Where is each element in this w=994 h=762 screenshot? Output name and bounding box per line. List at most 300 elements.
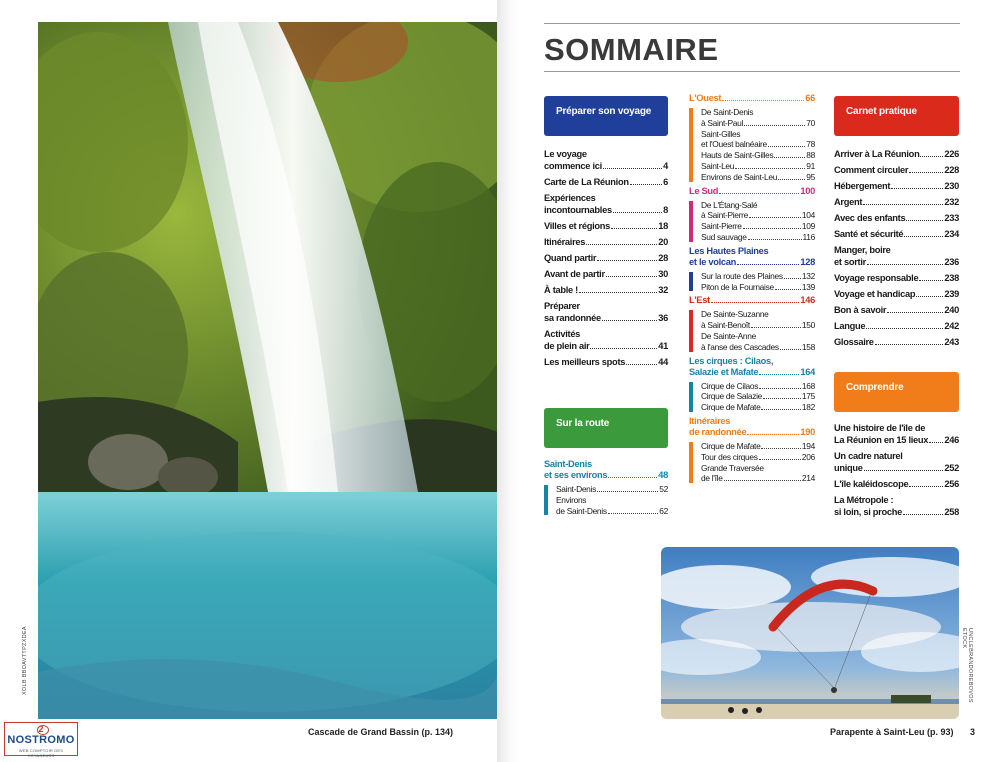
toc-entry-page: 232 [944, 197, 959, 207]
sub-entry[interactable] [701, 381, 815, 392]
sub-entry[interactable] [701, 282, 815, 293]
region-title: et le volcan [689, 256, 737, 267]
toc-entry-title: commence ici [544, 161, 602, 171]
route-list [544, 459, 668, 519]
sub-title: Saint-Denis [556, 484, 596, 494]
toc-entry-title: Les meilleurs spots [544, 357, 626, 367]
leader-dots [743, 228, 801, 229]
toc-entry-row [834, 288, 959, 300]
toc-entry-page: 226 [944, 149, 959, 159]
sub-row [701, 150, 815, 161]
section-preparer [544, 96, 668, 136]
color-bar [689, 201, 693, 242]
toc-entry-row [834, 228, 959, 240]
sub-line1: Environs [556, 494, 587, 505]
title-rule [544, 71, 960, 72]
region-row [689, 367, 815, 378]
sub-entry[interactable] [701, 129, 815, 151]
toc-entry-page: 41 [658, 341, 668, 351]
sub-page: 182 [801, 402, 815, 413]
leader-dots [919, 280, 943, 281]
color-bar [689, 272, 693, 292]
leader-dots [586, 244, 657, 245]
toc-entry-row [834, 336, 959, 348]
toc-entry-line1: Expériences [544, 193, 596, 203]
sub-entry[interactable] [556, 484, 668, 495]
toc-entry-row [544, 356, 668, 368]
sub-page: 206 [801, 451, 815, 462]
toc-entry[interactable] [834, 212, 959, 224]
leader-dots [903, 514, 943, 515]
color-bar [544, 485, 548, 515]
toc-entry[interactable] [544, 176, 668, 188]
toc-entry-page: 236 [944, 257, 959, 267]
region-row [689, 93, 815, 104]
sub-title: Tour des cirques [701, 451, 758, 462]
sub-row [701, 441, 815, 452]
paragliding-photo [661, 547, 959, 719]
toc-entry[interactable] [544, 284, 668, 296]
region-row [689, 257, 815, 268]
sub-row [701, 342, 815, 353]
toc-entry-page: 18 [658, 221, 668, 231]
toc-entry[interactable] [834, 180, 959, 192]
sub-page: 91 [806, 160, 815, 171]
toc-entry[interactable] [834, 336, 959, 348]
leader-dots [891, 188, 943, 189]
sub-line1: Grande Traversée [701, 462, 764, 473]
region-ouest[interactable] [689, 93, 815, 104]
sub-block [689, 271, 815, 293]
sub-page: 158 [801, 341, 815, 352]
leader-dots [906, 220, 943, 221]
toc-entry[interactable] [544, 220, 668, 232]
sub-page: 62 [659, 505, 668, 516]
section-preparer-label: Préparer son voyage [556, 106, 652, 117]
sub-title: Cirque de Mafate [701, 402, 761, 413]
sub-title: de Saint-Denis [556, 505, 607, 516]
sub-page: 104 [801, 210, 815, 221]
toc-entry[interactable] [834, 494, 959, 518]
leader-dots [735, 168, 805, 169]
region-itineraires[interactable] [689, 416, 815, 438]
region-sud[interactable] [689, 186, 815, 197]
leader-dots [761, 409, 800, 410]
leader-dots [579, 292, 657, 293]
toc-entry-page: 8 [663, 205, 668, 215]
toc-entry-title: si loin, si proche [834, 507, 902, 517]
toc-entry-page: 20 [658, 237, 668, 247]
sub-entry[interactable] [701, 452, 815, 463]
comprendre-list [834, 422, 959, 522]
sub-row [701, 402, 815, 413]
section-carnet-label: Carnet pratique [846, 106, 917, 117]
sub-page: 132 [801, 270, 815, 281]
logo-brand: NOSTROMO [7, 734, 75, 746]
toc-entry-row [834, 148, 959, 160]
sub-entry[interactable] [701, 107, 815, 129]
toc-entry-title: Carte de La Réunion [544, 177, 629, 187]
toc-entry-row [544, 236, 668, 248]
leader-dots [916, 296, 943, 297]
leader-dots [630, 184, 662, 185]
toc-entry-page: 252 [944, 463, 959, 473]
sub-entry[interactable] [701, 391, 815, 402]
region-line1: Itinéraires [689, 415, 731, 426]
toc-entry[interactable] [544, 268, 668, 280]
toc-entry[interactable] [544, 192, 668, 216]
page-number: 3 [970, 727, 976, 737]
leader-dots [748, 239, 802, 240]
toc-entry[interactable] [544, 148, 668, 172]
toc-entry-title: La Réunion en 15 lieux [834, 435, 929, 445]
nostromo-logo[interactable] [4, 722, 78, 756]
sub-title: Cirque de Salazie [701, 391, 763, 402]
leader-dots [602, 320, 657, 321]
toc-entry[interactable] [834, 304, 959, 316]
sub-page: 109 [801, 221, 815, 232]
leader-dots [606, 276, 657, 277]
sub-line1: De Saint-Denis [701, 107, 754, 117]
leader-dots [597, 260, 657, 261]
leader-dots [909, 172, 943, 173]
section-comprendre-label: Comprendre [846, 382, 904, 393]
toc-entry-title: unique [834, 463, 863, 473]
toc-entry[interactable] [834, 288, 959, 300]
sub-title: à Saint-Pierre [701, 210, 749, 221]
region-est[interactable] [689, 295, 815, 306]
toc-entry[interactable] [834, 244, 959, 268]
sub-title: à l'anse des Cascades [701, 341, 779, 352]
leader-dots [920, 156, 943, 157]
toc-entry-row [544, 340, 668, 352]
sub-block [689, 107, 815, 183]
category-saint-denis[interactable] [544, 459, 668, 481]
leader-dots [867, 264, 943, 265]
sub-entry[interactable] [701, 200, 815, 222]
leader-dots [759, 374, 799, 375]
sub-entry[interactable] [701, 402, 815, 413]
leader-dots [909, 486, 943, 487]
sub-entry[interactable] [701, 331, 815, 353]
sub-page: 168 [801, 380, 815, 391]
toc-entry-title: Argent [834, 197, 863, 207]
toc-entry-line1: Le voyage [544, 149, 587, 159]
toc-entry-row [544, 268, 668, 280]
toc-entry[interactable] [834, 422, 959, 446]
regions-list [689, 93, 815, 487]
sub-title: Hauts de Saint-Gilles [701, 150, 774, 161]
leader-dots [603, 168, 662, 169]
toc-entry-title: Langue [834, 321, 866, 331]
toc-entry-title: À table ! [544, 285, 578, 295]
toc-entry-title: Glossaire [834, 337, 874, 347]
toc-entry-page: 239 [944, 289, 959, 299]
toc-entry-row [544, 204, 668, 216]
region-row [689, 427, 815, 438]
leader-dots [613, 212, 662, 213]
toc-entry-title: Arriver à La Réunion [834, 149, 920, 159]
sub-block [689, 441, 815, 484]
sub-row [701, 452, 815, 463]
color-bar [689, 108, 693, 182]
toc-entry-row [544, 160, 668, 172]
leader-dots [768, 146, 805, 147]
toc-entry[interactable] [834, 478, 959, 490]
sub-entry[interactable] [556, 495, 668, 517]
toc-entry-title: incontournables [544, 205, 612, 215]
region-title: Salazie et Mafate [689, 366, 759, 377]
sub-row [701, 172, 815, 183]
toc-entry-page: 234 [944, 229, 959, 239]
toc-entry-line1: Manger, boire [834, 245, 891, 255]
leader-dots [780, 349, 801, 350]
photo-credit: XOLB BBOAVTTPZXDEA [22, 626, 28, 695]
toc-entry-title: Bon à savoir [834, 305, 887, 315]
toc-entry-title: Voyage responsable [834, 273, 919, 283]
sub-row [556, 484, 668, 495]
sub-page: 78 [806, 139, 815, 150]
sub-block [689, 381, 815, 413]
toc-entry-title: Comment circuler [834, 165, 909, 175]
sub-block [544, 484, 668, 516]
region-page: 146 [800, 295, 815, 306]
sub-entry[interactable] [701, 221, 815, 232]
leader-dots [864, 470, 944, 471]
toc-entry-line1: La Métropole : [834, 495, 894, 505]
sub-row [701, 161, 815, 172]
toc-entry-page: 6 [663, 177, 668, 187]
sub-title: Sur la route des Plaines [701, 270, 783, 281]
toc-entry-title: Voyage et handicap [834, 289, 916, 299]
toc-entry-page: 230 [944, 181, 959, 191]
toc-entry-page: 30 [658, 269, 668, 279]
leader-dots [611, 228, 657, 229]
sub-line1: De L'Étang-Salé [701, 199, 758, 210]
sub-title: Environs de Saint-Leu [701, 171, 778, 182]
region-hautes[interactable] [689, 246, 815, 268]
sub-entry[interactable] [701, 463, 815, 485]
leader-dots [863, 204, 943, 205]
page-title: SOMMAIRE [544, 32, 719, 67]
region-title: de randonnée [689, 426, 747, 437]
toc-entry-line1: Une histoire de l'île de [834, 423, 926, 433]
toc-entry[interactable] [834, 320, 959, 332]
toc-entry-row [834, 434, 959, 446]
leader-dots [737, 264, 799, 265]
leader-dots [751, 327, 801, 328]
sub-entry[interactable] [701, 150, 815, 161]
sub-row [701, 210, 815, 221]
sub-line1: Saint-Gilles [701, 128, 741, 139]
section-route [544, 408, 668, 448]
toc-entry-page: 242 [944, 321, 959, 331]
toc-entry-row [544, 252, 668, 264]
sub-page: 88 [806, 150, 815, 161]
toc-entry-row [834, 256, 959, 268]
region-page: 190 [800, 426, 815, 437]
toc-entry-page: 36 [658, 313, 668, 323]
toc-entry[interactable] [834, 164, 959, 176]
leader-dots [626, 364, 657, 365]
sub-title: Cirque de Cilaos [701, 380, 759, 391]
region-title: L'Est [689, 295, 710, 306]
toc-entry-row [834, 462, 959, 474]
sub-title: Saint-Leu [701, 160, 735, 171]
toc-entry-row [834, 478, 959, 490]
sub-line1: De Sainte-Suzanne [701, 309, 769, 320]
sub-page: 116 [802, 231, 815, 242]
leader-dots [887, 312, 943, 313]
sub-entry[interactable] [701, 271, 815, 282]
sub-row [701, 391, 815, 402]
sub-title: Piton de la Fournaise [701, 281, 774, 292]
sub-row [701, 381, 815, 392]
leader-dots [784, 278, 801, 279]
toc-entry-page: 246 [944, 435, 959, 445]
toc-entry-page: 256 [944, 479, 959, 489]
sub-entry[interactable] [701, 309, 815, 331]
sub-block [689, 309, 815, 352]
leader-dots [875, 344, 944, 345]
leader-dots [775, 289, 801, 290]
sub-page: 175 [801, 391, 815, 402]
leader-dots [759, 388, 801, 389]
toc-entry[interactable] [544, 236, 668, 248]
toc-entry-row [834, 320, 959, 332]
toc-entry-line1: Activités [544, 329, 581, 339]
section-route-label: Sur la route [556, 418, 610, 429]
sub-entry[interactable] [701, 161, 815, 172]
sub-entry[interactable] [701, 172, 815, 183]
sub-page: 214 [801, 473, 815, 484]
toc-entry[interactable] [834, 148, 959, 160]
toc-entry[interactable] [544, 300, 668, 324]
sub-row [701, 118, 815, 129]
region-page: 100 [800, 185, 815, 196]
sub-entry[interactable] [701, 441, 815, 452]
photo-credit-right: UNCLEBRANDOREBOVOS ETOCK [961, 628, 973, 703]
toc-entry-title: Hébergement [834, 181, 891, 191]
sub-title: Saint-Pierre [701, 221, 742, 232]
photo-caption: Cascade de Grand Bassin (p. 134) [308, 727, 454, 737]
category-line1: Saint-Denis [544, 459, 592, 469]
top-rule [544, 23, 960, 24]
sub-row [701, 221, 815, 232]
toc-entry-row [834, 180, 959, 192]
leader-dots [774, 157, 805, 158]
book-spine [497, 0, 519, 762]
toc-entry-page: 258 [944, 507, 959, 517]
sub-block [689, 200, 815, 243]
sub-title: Cirque de Mafate [701, 440, 761, 451]
toc-entry-title: de plein air [544, 341, 590, 351]
leader-dots [778, 179, 805, 180]
toc-entry-row [544, 284, 668, 296]
toc-entry-title: L'île kaléidoscope [834, 479, 909, 489]
toc-entry-title: Avant de partir [544, 269, 605, 279]
region-title: L'Ouest [689, 93, 722, 103]
photo-caption-right: Parapente à Saint-Leu (p. 93) [830, 727, 954, 737]
leader-dots [929, 442, 943, 443]
sub-entry[interactable] [701, 232, 815, 243]
leader-dots [744, 125, 805, 126]
leader-dots [608, 513, 659, 514]
color-bar [689, 442, 693, 483]
sub-line1: De Sainte-Anne [701, 330, 756, 341]
sub-page: 70 [806, 117, 815, 128]
toc-entry[interactable] [834, 450, 959, 474]
toc-entry-title: Itinéraires [544, 237, 586, 247]
region-title: Le Sud [689, 185, 719, 196]
leader-dots [719, 193, 799, 194]
toc-entry-page: 228 [944, 165, 959, 175]
color-bar [689, 382, 693, 412]
toc-entry-row [834, 272, 959, 284]
toc-entry-title: et sortir [834, 257, 866, 267]
toc-entry-row [834, 196, 959, 208]
toc-entry-row [544, 220, 668, 232]
toc-entry[interactable] [544, 356, 668, 368]
leader-dots [711, 302, 800, 303]
toc-entry[interactable] [834, 228, 959, 240]
category-title: et ses environs [544, 470, 608, 480]
toc-entry-page: 44 [658, 357, 668, 367]
logo-tagline: WEB COMPTOIR DES VOYAGEURS [18, 748, 64, 758]
toc-entry-page: 32 [658, 285, 668, 295]
leader-dots [724, 480, 801, 481]
preparer-list [544, 148, 668, 372]
leader-dots [866, 328, 943, 329]
leader-dots [761, 448, 800, 449]
toc-entry-page: 243 [944, 337, 959, 347]
region-row [689, 186, 815, 197]
toc-entry-row [834, 164, 959, 176]
toc-entry[interactable] [544, 252, 668, 264]
toc-entry-page: 233 [944, 213, 959, 223]
toc-entry-row [544, 312, 668, 324]
toc-entry-row [544, 176, 668, 188]
toc-entry-page: 28 [658, 253, 668, 263]
sub-title: et l'Ouest balnéaire [701, 139, 767, 150]
section-carnet [834, 96, 959, 136]
sub-row [701, 139, 815, 150]
toc-entry[interactable] [544, 328, 668, 352]
toc-entry-title: Quand partir [544, 253, 597, 263]
sub-title: Sud sauvage [701, 231, 747, 242]
category-row [544, 470, 668, 481]
region-page: 164 [800, 366, 815, 377]
toc-entry-line1: Préparer [544, 301, 580, 311]
sub-title: de l'île [701, 473, 723, 484]
toc-entry-row [834, 304, 959, 316]
color-bar [689, 310, 693, 351]
sub-page: 95 [806, 171, 815, 182]
leader-dots [904, 236, 943, 237]
region-cirques[interactable] [689, 356, 815, 378]
toc-entry[interactable] [834, 272, 959, 284]
logo-number: 2 [38, 724, 44, 734]
toc-entry-page: 238 [944, 273, 959, 283]
toc-entry[interactable] [834, 196, 959, 208]
sub-page: 150 [801, 320, 815, 331]
toc-entry-title: sa randonnée [544, 313, 601, 323]
toc-entry-title: Avec des enfants [834, 213, 906, 223]
sub-row [701, 320, 815, 331]
region-line1: Les cirques : Cilaos, [689, 355, 774, 366]
region-page: 66 [805, 93, 815, 103]
carnet-list [834, 148, 959, 352]
